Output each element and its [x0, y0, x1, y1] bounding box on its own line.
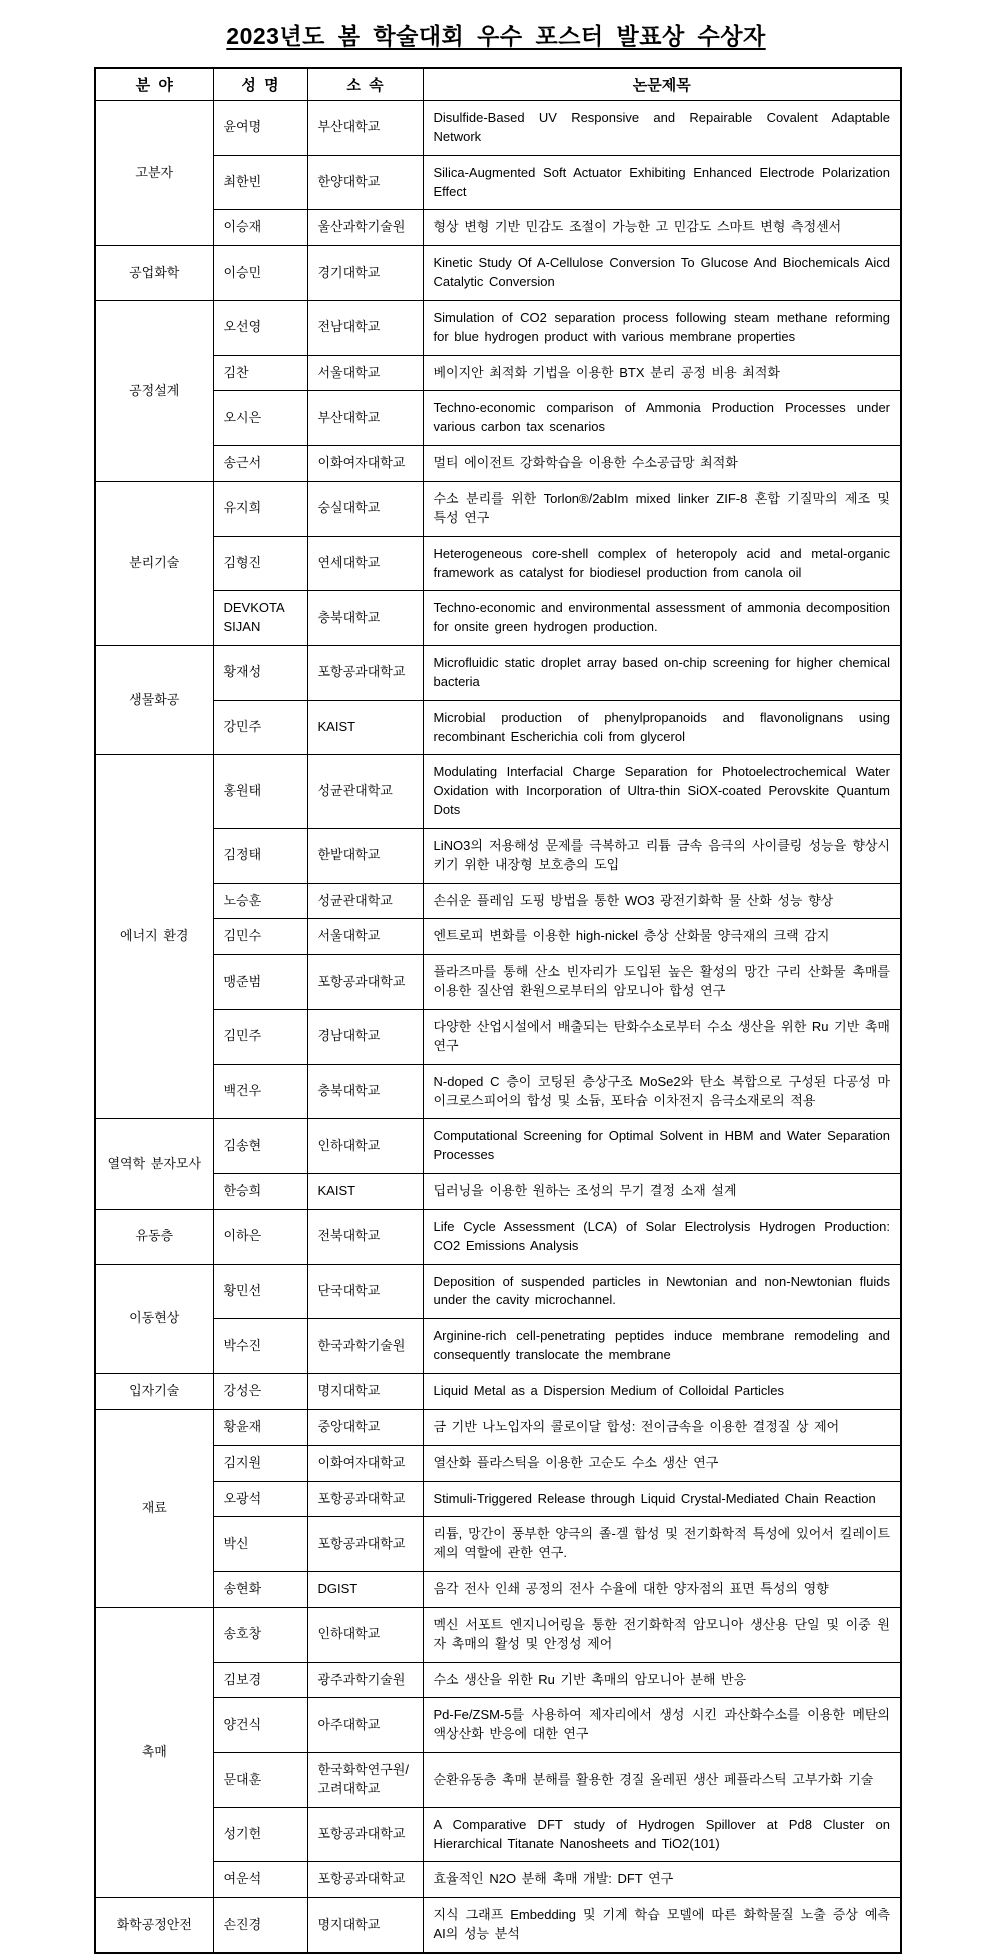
affiliation-cell: 단국대학교 — [307, 1264, 423, 1319]
field-cell: 열역학 분자모사 — [95, 1119, 213, 1210]
affiliation-cell: 포항공과대학교 — [307, 1807, 423, 1862]
table-row — [95, 883, 901, 919]
name-cell: 황민선 — [213, 1264, 307, 1319]
table-row — [95, 955, 901, 1010]
header-affiliation: 소 속 — [307, 68, 423, 101]
table-row — [95, 919, 901, 955]
field-cell: 유동층 — [95, 1209, 213, 1264]
title-cell: 베이지안 최적화 기법을 이용한 BTX 분리 공정 비용 최적화 — [423, 355, 901, 391]
table-row — [95, 1517, 901, 1572]
table-row — [95, 1698, 901, 1753]
awards-table — [94, 67, 902, 1954]
table-row — [95, 1481, 901, 1517]
name-cell: 김송현 — [213, 1119, 307, 1174]
name-cell: 송호창 — [213, 1607, 307, 1662]
title-cell: Liquid Metal as a Dispersion Medium of Colloidal Particles — [423, 1373, 901, 1409]
table-header-row — [95, 68, 901, 101]
field-cell: 공업화학 — [95, 246, 213, 301]
title-cell: 지식 그래프 Embedding 및 기계 학습 모델에 따른 화학물질 노출 증상 예측 AI의 성능 분석 — [423, 1898, 901, 1953]
table-row — [95, 1572, 901, 1608]
name-cell: 문대훈 — [213, 1753, 307, 1808]
affiliation-cell: 중앙대학교 — [307, 1409, 423, 1445]
name-cell: 노승훈 — [213, 883, 307, 919]
title-cell: Microbial production of phenylpropanoids and flavonolignans using recombinant Escherichia coli from glycerol — [423, 700, 901, 755]
field-cell: 이동현상 — [95, 1264, 213, 1373]
title-cell: 리튬, 망간이 풍부한 양극의 졸-겔 합성 및 전기화학적 특성에 있어서 킬레이트제의 역할에 관한 연구. — [423, 1517, 901, 1572]
title-cell: Disulfide-Based UV Responsive and Repairable Covalent Adaptable Network — [423, 101, 901, 156]
affiliation-cell: 서울대학교 — [307, 919, 423, 955]
title-cell: 순환유동층 촉매 분해를 활용한 경질 올레핀 생산 페플라스틱 고부가화 기술 — [423, 1753, 901, 1808]
table-row — [95, 1010, 901, 1065]
field-cell: 에너지 환경 — [95, 755, 213, 1119]
affiliation-cell: 경기대학교 — [307, 246, 423, 301]
name-cell: 김보경 — [213, 1662, 307, 1698]
title-cell: 형상 변형 기반 민감도 조절이 가능한 고 민감도 스마트 변형 측정센서 — [423, 210, 901, 246]
title-cell: 손쉬운 플레임 도핑 방법을 통한 WO3 광전기화학 물 산화 성능 향상 — [423, 883, 901, 919]
affiliation-cell: 부산대학교 — [307, 101, 423, 156]
title-cell: Kinetic Study Of A-Cellulose Conversion To Glucose And Biochemicals Aicd Catalytic Conversion — [423, 246, 901, 301]
name-cell: 김민수 — [213, 919, 307, 955]
table-row — [95, 1662, 901, 1698]
name-cell: 맹준범 — [213, 955, 307, 1010]
table-row — [95, 1807, 901, 1862]
table-row — [95, 481, 901, 536]
table-row — [95, 591, 901, 646]
title-cell: 다양한 산업시설에서 배출되는 탄화수소로부터 수소 생산을 위한 Ru 기반 촉매 연구 — [423, 1010, 901, 1065]
page-title: 2023년도 봄 학술대회 우수 포스터 발표상 수상자 — [226, 23, 766, 49]
name-cell: 이승민 — [213, 246, 307, 301]
table-row — [95, 1862, 901, 1898]
affiliation-cell: 포항공과대학교 — [307, 646, 423, 701]
affiliation-cell: 광주과학기술원 — [307, 1662, 423, 1698]
affiliation-cell: 충북대학교 — [307, 591, 423, 646]
affiliation-cell: 전북대학교 — [307, 1209, 423, 1264]
name-cell: 강성은 — [213, 1373, 307, 1409]
title-cell: Stimuli-Triggered Release through Liquid Crystal-Mediated Chain Reaction — [423, 1481, 901, 1517]
affiliation-cell: 인하대학교 — [307, 1119, 423, 1174]
header-paper-title: 논문제목 — [423, 68, 901, 101]
title-cell: N-doped C 층이 코팅된 층상구조 MoSe2와 탄소 복합으로 구성된 다공성 마이크로스피어의 합성 및 소듐, 포타슘 이차전지 음극소재로의 적용 — [423, 1064, 901, 1119]
name-cell: 오선영 — [213, 300, 307, 355]
table-row — [95, 536, 901, 591]
title-cell: 금 기반 나노입자의 콜로이달 합성: 전이금속을 이용한 결정질 상 제어 — [423, 1409, 901, 1445]
affiliation-cell: 부산대학교 — [307, 391, 423, 446]
name-cell: 양건식 — [213, 1698, 307, 1753]
table-row — [95, 210, 901, 246]
affiliation-cell: 한양대학교 — [307, 155, 423, 210]
title-cell: Computational Screening for Optimal Solvent in HBM and Water Separation Processes — [423, 1119, 901, 1174]
table-row — [95, 755, 901, 829]
affiliation-cell: DGIST — [307, 1572, 423, 1608]
affiliation-cell: 전남대학교 — [307, 300, 423, 355]
name-cell: 김지원 — [213, 1445, 307, 1481]
affiliation-cell: 서울대학교 — [307, 355, 423, 391]
table-row — [95, 1209, 901, 1264]
table-row — [95, 155, 901, 210]
title-cell: Simulation of CO2 separation process following steam methane reforming for blue hydrogen product with various membrane properties — [423, 300, 901, 355]
table-row — [95, 646, 901, 701]
name-cell: 김민주 — [213, 1010, 307, 1065]
table-row — [95, 446, 901, 482]
affiliation-cell: KAIST — [307, 700, 423, 755]
table-row — [95, 1898, 901, 1953]
table-row — [95, 1445, 901, 1481]
name-cell: 윤여명 — [213, 101, 307, 156]
field-cell: 공정설계 — [95, 300, 213, 481]
table-row — [95, 355, 901, 391]
table-row — [95, 101, 901, 156]
field-cell: 재료 — [95, 1409, 213, 1607]
table-row — [95, 246, 901, 301]
table-row — [95, 1119, 901, 1174]
title-cell: 딥러닝을 이용한 원하는 조성의 무기 결정 소재 설계 — [423, 1174, 901, 1210]
affiliation-cell: 숭실대학교 — [307, 481, 423, 536]
title-cell: 수소 분리를 위한 Torlon®/2abIm mixed linker ZIF-8 혼합 기질막의 제조 및 특성 연구 — [423, 481, 901, 536]
affiliation-cell: 연세대학교 — [307, 536, 423, 591]
affiliation-cell: 포항공과대학교 — [307, 1517, 423, 1572]
name-cell: 최한빈 — [213, 155, 307, 210]
affiliation-cell: 명지대학교 — [307, 1373, 423, 1409]
affiliation-cell: 경남대학교 — [307, 1010, 423, 1065]
name-cell: 오광석 — [213, 1481, 307, 1517]
name-cell: 유지희 — [213, 481, 307, 536]
name-cell: 여운석 — [213, 1862, 307, 1898]
table-row — [95, 391, 901, 446]
field-cell: 촉매 — [95, 1607, 213, 1897]
name-cell: 이승재 — [213, 210, 307, 246]
title-cell: 열산화 플라스틱을 이용한 고순도 수소 생산 연구 — [423, 1445, 901, 1481]
title-cell: 플라즈마를 통해 산소 빈자리가 도입된 높은 활성의 망간 구리 산화물 촉매를 이용한 질산염 환원으로부터의 암모니아 합성 연구 — [423, 955, 901, 1010]
title-cell: 효율적인 N2O 분해 촉매 개발: DFT 연구 — [423, 1862, 901, 1898]
name-cell: DEVKOTA SIJAN — [213, 591, 307, 646]
title-cell: Life Cycle Assessment (LCA) of Solar Electrolysis Hydrogen Production: CO2 Emissions Analysis — [423, 1209, 901, 1264]
affiliation-cell: 성균관대학교 — [307, 883, 423, 919]
affiliation-cell: 포항공과대학교 — [307, 955, 423, 1010]
title-cell: Techno-economic comparison of Ammonia Production Processes under various carbon tax scenarios — [423, 391, 901, 446]
title-cell: 음각 전사 인쇄 공정의 전사 수율에 대한 양자점의 표면 특성의 영향 — [423, 1572, 901, 1608]
affiliation-cell: 충북대학교 — [307, 1064, 423, 1119]
field-cell: 분리기술 — [95, 481, 213, 645]
affiliation-cell: 인하대학교 — [307, 1607, 423, 1662]
title-cell: 엔트로피 변화를 이용한 high-nickel 층상 산화물 양극재의 크랙 감지 — [423, 919, 901, 955]
name-cell: 오시은 — [213, 391, 307, 446]
title-cell: Pd-Fe/ZSM-5를 사용하여 제자리에서 생성 시킨 과산화수소를 이용한 메탄의 액상산화 반응에 대한 연구 — [423, 1698, 901, 1753]
affiliation-cell: 이화여자대학교 — [307, 1445, 423, 1481]
name-cell: 김찬 — [213, 355, 307, 391]
title-cell: Microfluidic static droplet array based on-chip screening for higher chemical bacteria — [423, 646, 901, 701]
name-cell: 황윤재 — [213, 1409, 307, 1445]
table-row — [95, 1409, 901, 1445]
table-row — [95, 1264, 901, 1319]
table-row — [95, 300, 901, 355]
table-row — [95, 1607, 901, 1662]
header-row — [95, 68, 901, 101]
table-row — [95, 828, 901, 883]
field-cell: 생물화공 — [95, 646, 213, 755]
affiliation-cell: 한밭대학교 — [307, 828, 423, 883]
header-name: 성 명 — [213, 68, 307, 101]
table-row — [95, 1064, 901, 1119]
affiliation-cell: 포항공과대학교 — [307, 1481, 423, 1517]
title-cell: Techno-economic and environmental assessment of ammonia decomposition for onsite green hydrogen production. — [423, 591, 901, 646]
name-cell: 홍원태 — [213, 755, 307, 829]
name-cell: 송현화 — [213, 1572, 307, 1608]
title-cell: Heterogeneous core-shell complex of heteropoly acid and metal-organic framework as catalyst for biodiesel production from canola oil — [423, 536, 901, 591]
affiliation-cell: 포항공과대학교 — [307, 1862, 423, 1898]
title-cell: Silica-Augmented Soft Actuator Exhibiting Enhanced Electrode Polarization Effect — [423, 155, 901, 210]
name-cell: 이하은 — [213, 1209, 307, 1264]
table-row — [95, 700, 901, 755]
name-cell: 김형진 — [213, 536, 307, 591]
affiliation-cell: 한국화학연구원/고려대학교 — [307, 1753, 423, 1808]
field-cell: 입자기술 — [95, 1373, 213, 1409]
name-cell: 백건우 — [213, 1064, 307, 1119]
name-cell: 손진경 — [213, 1898, 307, 1953]
affiliation-cell: 성균관대학교 — [307, 755, 423, 829]
header-field: 분 야 — [95, 68, 213, 101]
table-row — [95, 1319, 901, 1374]
table-body — [95, 101, 901, 1954]
title-cell: 멕신 서포트 엔지니어링을 통한 전기화학적 암모니아 생산용 단일 및 이중 원자 촉매의 활성 및 안정성 제어 — [423, 1607, 901, 1662]
field-cell: 고분자 — [95, 101, 213, 246]
name-cell: 김정태 — [213, 828, 307, 883]
title-cell: 수소 생산을 위한 Ru 기반 촉매의 암모니아 분해 반응 — [423, 1662, 901, 1698]
name-cell: 박수진 — [213, 1319, 307, 1374]
name-cell: 황재성 — [213, 646, 307, 701]
affiliation-cell: 이화여자대학교 — [307, 446, 423, 482]
affiliation-cell: 한국과학기술원 — [307, 1319, 423, 1374]
title-cell: LiNO3의 저용해성 문제를 극복하고 리튬 금속 음극의 사이클링 성능을 향상시키기 위한 내장형 보호층의 도입 — [423, 828, 901, 883]
table-row — [95, 1373, 901, 1409]
name-cell: 박신 — [213, 1517, 307, 1572]
table-row — [95, 1753, 901, 1808]
name-cell: 강민주 — [213, 700, 307, 755]
name-cell: 송근서 — [213, 446, 307, 482]
field-cell: 화학공정안전 — [95, 1898, 213, 1953]
title-cell: Modulating Interfacial Charge Separation for Photoelectrochemical Water Oxidation with Incorporation of Ultra-thin SiOX-coated Perovskite Quantum Dots — [423, 755, 901, 829]
table-row — [95, 1174, 901, 1210]
name-cell: 성기헌 — [213, 1807, 307, 1862]
title-cell: Deposition of suspended particles in Newtonian and non-Newtonian fluids under the cavity microchannel. — [423, 1264, 901, 1319]
title-cell: A Comparative DFT study of Hydrogen Spillover at Pd8 Cluster on Hierarchical Titanate Nanosheets and TiO2(101) — [423, 1807, 901, 1862]
affiliation-cell: 울산과학기술원 — [307, 210, 423, 246]
title-cell: Arginine-rich cell-penetrating peptides induce membrane remodeling and consequently translocate the membrane — [423, 1319, 901, 1374]
affiliation-cell: KAIST — [307, 1174, 423, 1210]
affiliation-cell: 아주대학교 — [307, 1698, 423, 1753]
affiliation-cell: 명지대학교 — [307, 1898, 423, 1953]
title-cell: 멀티 에이전트 강화학습을 이용한 수소공급망 최적화 — [423, 446, 901, 482]
name-cell: 한승희 — [213, 1174, 307, 1210]
